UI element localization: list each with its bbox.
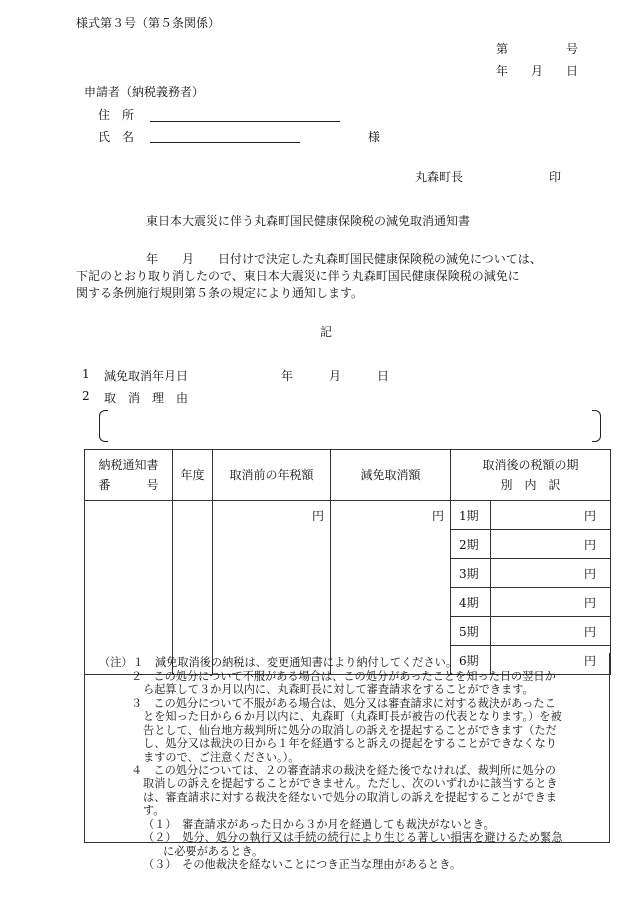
body-line-2: 下記のとおり取り消したので、東日本大震災に伴う丸森町国民健康保険税の減免に xyxy=(76,269,520,283)
period-label: 1期 xyxy=(451,501,491,530)
doc-number-suffix: 号 xyxy=(566,42,579,56)
document-title: 東日本大震災に伴う丸森町国民健康保険税の減免取消通知書 xyxy=(146,214,471,228)
item1-date: 年 月 日 xyxy=(281,369,390,383)
period-amount[interactable]: 円 xyxy=(491,646,611,675)
period-amount[interactable]: 円 xyxy=(491,617,611,646)
date-day: 日 xyxy=(566,64,579,78)
reason-bracket-left xyxy=(99,410,108,442)
cell-reduction-cancel-amount[interactable]: 円 xyxy=(331,501,451,675)
item1-number: 1 xyxy=(82,367,90,381)
applicant-label: 申請者（納税義務者） xyxy=(84,85,205,99)
item1-label: 減免取消年月日 xyxy=(104,369,189,383)
period-label: 4期 xyxy=(451,588,491,617)
address-line xyxy=(150,121,340,122)
tax-table xyxy=(84,449,611,675)
header-annual-tax-before: 取消前の年税額 xyxy=(213,450,331,501)
header-reduction-cancel-amount: 減免取消額 xyxy=(331,450,451,501)
note-2: ２ この処分について不服がある場合は、この処分があったことを知った日の翌日か ら起算して３か月以内に、丸森町長に対して審査請求をすることができます。 xyxy=(131,670,556,697)
date-year: 年 xyxy=(496,64,509,78)
note-3: ３ この処分について不服がある場合は、処分又は審査請求に対する裁決があったこ とを知った日から６か月以内に、丸森町（丸森町長が被告の代表となります。）を被 告として、仙台地方裁判所に処分の取消しの訴えを提起することができます（ただ し、処分又は裁決の日から１年を経過すると訴えの提起をすることができなくなり ますので、ご注意ください。）。 xyxy=(131,697,562,764)
notes-box xyxy=(84,653,610,872)
header-period-breakdown: 取消後の税額の期 別 内 訳 xyxy=(451,450,611,501)
sama-label: 様 xyxy=(368,130,381,144)
header-notice-number: 納税通知書 番 号 xyxy=(85,450,173,501)
period-amount[interactable]: 円 xyxy=(491,530,611,559)
name-label: 氏 名 xyxy=(98,130,135,144)
period-label: 6期 xyxy=(451,646,491,675)
cell-fiscal-year[interactable] xyxy=(173,501,213,675)
period-label: 5期 xyxy=(451,617,491,646)
period-amount[interactable]: 円 xyxy=(491,501,611,530)
period-amount[interactable]: 円 xyxy=(491,588,611,617)
period-amount[interactable]: 円 xyxy=(491,559,611,588)
cell-notice-number[interactable] xyxy=(85,501,173,675)
form-number: 様式第３号（第５条関係） xyxy=(76,16,221,30)
body-line-3: 関する条例施行規則第５条の規定により通知します。 xyxy=(76,286,364,300)
item2-number: 2 xyxy=(82,389,90,403)
doc-number-prefix: 第 xyxy=(496,42,509,56)
ki-heading: 記 xyxy=(320,325,333,339)
address-label: 住 所 xyxy=(98,108,135,122)
note-1: （注）１ 減免取消後の納税は、変更通知書により納付してください。 xyxy=(99,656,458,669)
date-month: 月 xyxy=(531,64,544,78)
reason-bracket-right xyxy=(592,410,601,442)
period-label: 2期 xyxy=(451,530,491,559)
seal-mark: 印 xyxy=(549,170,562,184)
note-4-subitems: （１） 審査請求があった日から３か月を経過しても裁決がないとき。 （２） 処分、処分の執行又は手続の続行により生じる著しい損害を避けるため緊急 に必要があるとき。 （３） その他裁決を経ないことにつき正当な理由があるとき。 xyxy=(143,818,563,872)
body-line-1: 年 月 日付けで決定した丸森町国民健康保険税の減免については、 xyxy=(146,252,542,266)
cell-annual-tax-before[interactable]: 円 xyxy=(213,501,331,675)
header-fiscal-year: 年度 xyxy=(173,450,213,501)
mayor-title: 丸森町長 xyxy=(415,170,464,184)
note-4: ４ この処分については、２の審査請求の裁決を経た後でなければ、裁判所に処分の 取消しの訴えを提起することができません。ただし、次のいずれかに該当するとき は、審査請求に対する裁決を経ないで処分の取消しの訴えを提起することができま す。 xyxy=(131,764,558,818)
item2-label: 取 消 理 由 xyxy=(104,391,189,405)
name-line xyxy=(150,142,300,143)
period-label: 3期 xyxy=(451,559,491,588)
